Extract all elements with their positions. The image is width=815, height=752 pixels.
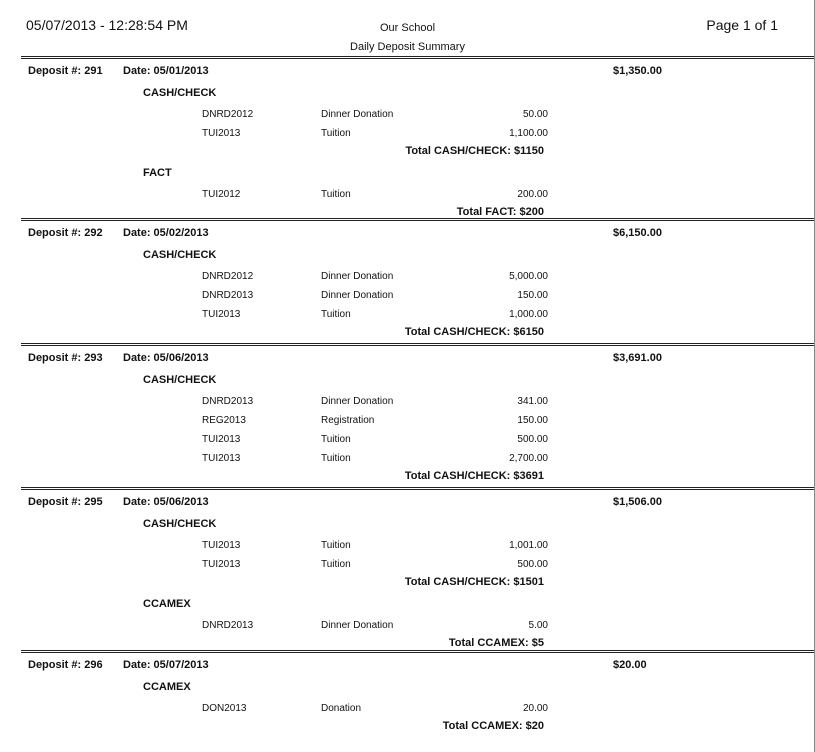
line-amount: 150.00 [517, 290, 548, 301]
line-amount: 341.00 [517, 396, 548, 407]
fund-code: DNRD2013 [202, 290, 254, 301]
fund-code: TUI2013 [202, 559, 241, 570]
group-total: Total CASH/CHECK: $6150 [404, 326, 544, 338]
line-amount: 200.00 [517, 189, 548, 200]
fund-code: DNRD2013 [202, 620, 254, 631]
page-number: Page 1 of 1 [706, 17, 778, 33]
line-amount: 2,700.00 [509, 453, 548, 464]
fund-description: Tuition [321, 453, 351, 464]
deposit-date: Date: 05/06/2013 [123, 496, 209, 508]
report-heading [0, 19, 815, 57]
deposit-number: Deposit #: 292 [28, 227, 103, 239]
line-amount: 20.00 [522, 703, 548, 714]
payment-type-heading: CASH/CHECK [143, 87, 217, 99]
deposit-number: Deposit #: 291 [28, 65, 103, 77]
fund-description: Dinner Donation [321, 290, 394, 301]
line-amount: 500.00 [517, 434, 548, 445]
deposit-date: Date: 05/02/2013 [123, 227, 209, 239]
fund-description: Tuition [321, 189, 351, 200]
line-amount: 500.00 [517, 559, 548, 570]
deposit-number: Deposit #: 296 [28, 659, 103, 671]
line-amount: 1,001.00 [509, 540, 548, 551]
report-datetime: 05/07/2013 - 12:28:54 PM [26, 17, 188, 33]
deposit-number: Deposit #: 293 [28, 352, 103, 364]
fund-description: Dinner Donation [321, 271, 394, 282]
fund-description: Tuition [321, 309, 351, 320]
payment-type-heading: CASH/CHECK [143, 374, 217, 386]
deposit-amount: $20.00 [613, 659, 647, 671]
group-total: Total FACT: $200 [456, 206, 544, 218]
payment-type-heading: CCAMEX [143, 598, 191, 610]
line-amount: 50.00 [522, 109, 548, 120]
fund-description: Tuition [321, 434, 351, 445]
group-total: Total CCAMEX: $20 [442, 720, 544, 732]
section-divider [21, 56, 815, 59]
fund-description: Dinner Donation [321, 396, 394, 407]
fund-code: TUI2013 [202, 309, 241, 320]
group-total: Total CASH/CHECK: $1501 [404, 576, 544, 588]
fund-code: DON2013 [202, 703, 247, 714]
fund-code: TUI2013 [202, 128, 241, 139]
deposit-amount: $1,506.00 [613, 496, 662, 508]
payment-type-heading: CCAMEX [143, 681, 191, 693]
payment-type-heading: FACT [143, 167, 172, 179]
fund-code: DNRD2013 [202, 396, 254, 407]
deposit-amount: $1,350.00 [613, 65, 662, 77]
payment-type-heading: CASH/CHECK [143, 249, 217, 261]
fund-code: TUI2013 [202, 540, 241, 551]
section-divider [21, 650, 815, 653]
school-name: Our School [379, 22, 436, 34]
deposit-date: Date: 05/06/2013 [123, 352, 209, 364]
deposit-date: Date: 05/01/2013 [123, 65, 209, 77]
deposit-amount: $3,691.00 [613, 352, 662, 364]
fund-description: Tuition [321, 128, 351, 139]
fund-code: DNRD2012 [202, 271, 254, 282]
fund-code: TUI2012 [202, 189, 241, 200]
deposit-number: Deposit #: 295 [28, 496, 103, 508]
fund-code: TUI2013 [202, 453, 241, 464]
fund-code: REG2013 [202, 415, 246, 426]
group-total: Total CCAMEX: $5 [448, 637, 544, 649]
deposit-amount: $6,150.00 [613, 227, 662, 239]
section-divider [21, 343, 815, 346]
line-amount: 5.00 [528, 620, 548, 631]
fund-code: TUI2013 [202, 434, 241, 445]
fund-description: Donation [321, 703, 362, 714]
report-title: Daily Deposit Summary [350, 41, 465, 53]
fund-description: Dinner Donation [321, 620, 394, 631]
group-total: Total CASH/CHECK: $1150 [405, 145, 544, 157]
deposit-date: Date: 05/07/2013 [123, 659, 209, 671]
group-total: Total CASH/CHECK: $3691 [404, 470, 544, 482]
fund-description: Registration [321, 415, 375, 426]
line-amount: 5,000.00 [509, 271, 548, 282]
section-divider [21, 487, 815, 490]
line-amount: 150.00 [517, 415, 548, 426]
fund-description: Tuition [321, 540, 351, 551]
section-divider [21, 218, 815, 221]
fund-description: Dinner Donation [321, 109, 394, 120]
payment-type-heading: CASH/CHECK [143, 518, 217, 530]
line-amount: 1,100.00 [509, 128, 548, 139]
fund-code: DNRD2012 [202, 109, 254, 120]
line-amount: 1,000.00 [509, 309, 548, 320]
fund-description: Tuition [321, 559, 351, 570]
